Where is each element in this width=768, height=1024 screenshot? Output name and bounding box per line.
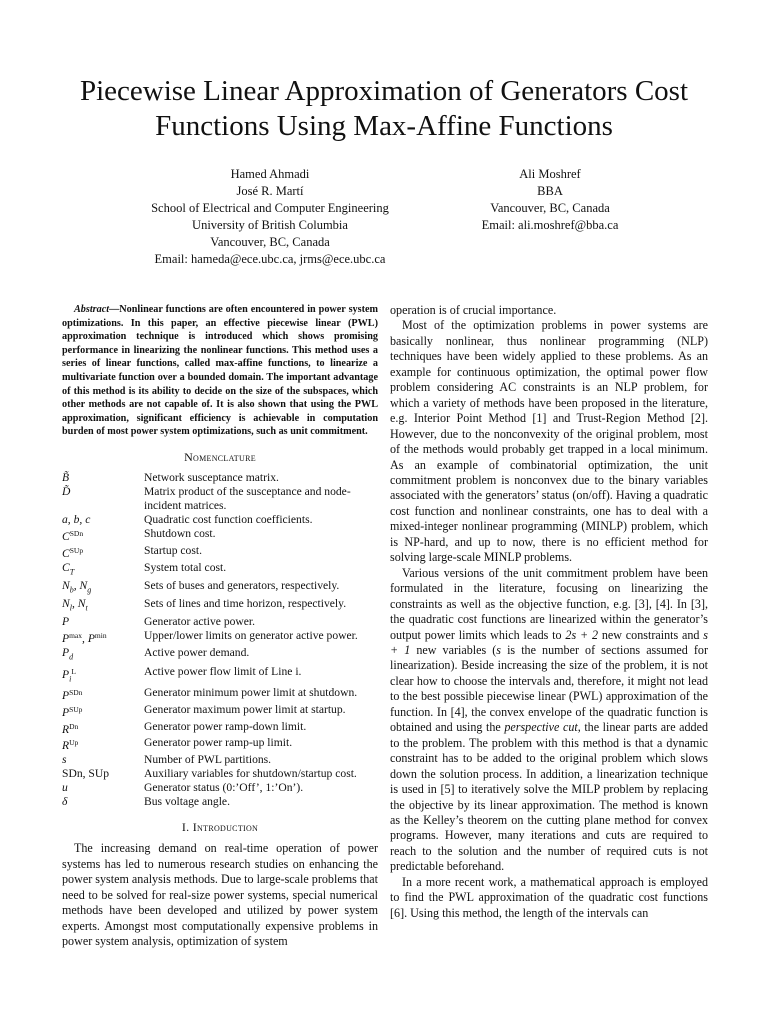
nomenclature-definition: Generator maximum power limit at startup.	[144, 702, 346, 716]
author-name: José R. Martí	[236, 184, 304, 198]
nomenclature-definition: Sets of lines and time horizon, respectively.	[144, 597, 347, 611]
math-expression: 2s + 2	[565, 627, 599, 642]
nomenclature-symbol: $C^{SUp}$	[62, 545, 84, 560]
nomenclature-row	[62, 753, 378, 767]
nomenclature-definition: Generator power ramp-up limit.	[144, 736, 293, 750]
nomenclature-definition: Matrix product of the susceptance and node-incident matrices.	[144, 485, 351, 513]
nomenclature-definition: Sets of buses and generators, respectively.	[144, 579, 340, 593]
nomenclature-row	[62, 629, 378, 646]
nomenclature-row	[62, 665, 378, 686]
nomenclature-definition: Auxiliary variables for shutdown/startup cost.	[144, 767, 357, 781]
nomenclature-definition: Generator active power.	[144, 615, 256, 629]
author-affiliation: University of British Columbia	[192, 218, 348, 232]
author-location: Vancouver, BC, Canada	[490, 201, 610, 215]
nomenclature-definition: System total cost.	[144, 560, 227, 574]
author-block-2	[440, 166, 660, 234]
math-expression: s	[496, 642, 502, 657]
nomenclature-symbol: $P^{SDn}$	[62, 687, 83, 702]
nomenclature-symbol: $R^{Up}$	[62, 738, 79, 753]
nomenclature-row	[62, 720, 378, 737]
right-column	[390, 303, 708, 921]
body-paragraph: Most of the optimization problems in power systems are basically nonlinear, thus nonlinear programming (NLP) techniques have been widely applied to these problems. As an example for continuous optimization, the optimal power flow problem considering AC constraints is an NLP problem, for which a variety of methods have been proposed in the literature, e.g. Interior Point Method [1] and Trust-Region Method [2]. However, due to the nonconvexity of the original problem, most of the methods would probably get trapped in a local minimum. As an example of combinatorial optimization, the unit commitment problem is nonconvex due to the binary variables associated with the generators’ status (on/off). Having a quadratic cost function and nonlinear constraints, one has to deal with a mixed-integer nonlinear programming (MINLP) problem, which is NP-hard, and up to now, there is no efficient method for solving large-scale MINLP problems.	[390, 318, 708, 565]
nomenclature-definition: Number of PWL partitions.	[144, 753, 272, 767]
nomenclature-symbol: $C^{SDn}$	[62, 529, 84, 544]
nomenclature-row	[62, 597, 378, 615]
nomenclature-row	[62, 615, 378, 629]
author-name: Ali Moshref	[519, 167, 581, 181]
nomenclature-symbol: $N_b$, $N_g$	[62, 579, 92, 595]
nomenclature-row	[62, 703, 378, 720]
nomenclature-row	[62, 471, 378, 485]
nomenclature-row	[62, 513, 378, 527]
nomenclature-definition: Shutdown cost.	[144, 527, 216, 541]
nomenclature-definition: Upper/lower limits on generator active power.	[144, 629, 358, 643]
nomenclature-row	[62, 646, 378, 664]
nomenclature-definition: Active power demand.	[144, 646, 250, 660]
math-expression: s + 1	[390, 627, 709, 657]
emphasis-text: perspective cut	[504, 720, 578, 735]
nomenclature-symbol: $P^{max}$, $P^{min}$	[62, 631, 107, 646]
nomenclature-row	[62, 561, 378, 579]
abstract-text: —Nonlinear functions are often encountered in power system optimizations. In this paper, an effective piecewise linear (PWL) approximation technique is introduced which shows promising performance in linearizing the nonlinear functions. This method uses a series of linear functions, called max-affine functions, to linearize a multivariate function over a bounded domain. The important advantage of this method is its ability to decide on the size of the subspaces, which other methods are not capable of. It is also shown that using the PWL approximation, significant efficiency is achievable in computation burden of most power system optimizations, such as unit commitment.	[62, 304, 378, 438]
author-location: Vancouver, BC, Canada	[210, 235, 330, 249]
body-paragraph	[390, 566, 708, 875]
nomenclature-definition: Active power flow limit of Line i.	[144, 664, 302, 678]
author-email: Email: ali.moshref@bba.ca	[481, 218, 619, 232]
nomenclature-heading: Nomenclature	[184, 449, 256, 464]
nomenclature-row	[62, 527, 378, 544]
nomenclature-symbol: δ	[62, 795, 68, 809]
nomenclature-symbol: $R^{Dn}$	[62, 721, 79, 736]
nomenclature-row	[62, 544, 378, 561]
paper-title: Piecewise Linear Approximation of Generators Cost Functions Using Max-Affine Functions	[79, 75, 689, 142]
body-paragraph: The increasing demand on real-time operation of power systems has led to numerous research studies on enhancing the power system analysis methods. Due to large-scale problems that need to be solved for real-size power systems, special numerical methods have been developed and utilized by power system experts. Amongst most computationally expensive problems in power system analysis, optimization of system	[62, 841, 378, 949]
nomenclature-definition: Network susceptance matrix.	[144, 471, 279, 485]
nomenclature-table	[62, 471, 378, 809]
section-heading-introduction: I. Introduction	[181, 819, 259, 834]
author-block-1	[120, 166, 420, 268]
abstract-label: Abstract	[74, 304, 110, 315]
nomenclature-symbol: $N_l$, $N_t$	[62, 597, 88, 613]
nomenclature-definition: Generator status (0:’Off’, 1:’On’).	[144, 781, 304, 795]
nomenclature-definition: Generator minimum power limit at shutdown.	[144, 685, 358, 699]
nomenclature-row	[62, 579, 378, 597]
nomenclature-row	[62, 795, 378, 809]
left-column	[62, 303, 378, 950]
author-name: Hamed Ahmadi	[230, 167, 310, 181]
text-run: , the linear parts are added to the problem. The problem with this method is that a dynamic constraint has to be added to the original problem which slows down the solution process. In addition, a linearization technique is used in [5] to iteratively solve the MILP problem by replacing the objective by its linear approximation. The method is known as the Kelley’s theorem on the cutting plane method for convex programs. However, many iterations and cuts are required to reach to the solution and the number of required cuts is not predictable beforehand.	[390, 720, 708, 874]
nomenclature-symbol: D̃	[62, 485, 71, 499]
nomenclature-symbol: s	[62, 753, 67, 767]
nomenclature-symbol: a, b, c	[62, 513, 91, 527]
nomenclature-symbol: P	[62, 615, 70, 629]
text-run: new variables (	[410, 642, 497, 657]
nomenclature-symbol: $C_T$	[62, 560, 75, 577]
nomenclature-row	[62, 781, 378, 795]
author-affiliation: School of Electrical and Computer Engineering	[151, 201, 389, 215]
nomenclature-definition: Generator power ramp-down limit.	[144, 719, 307, 733]
nomenclature-row	[62, 485, 378, 513]
nomenclature-symbol: $P^{SUp}$	[62, 704, 83, 719]
nomenclature-symbol: u	[62, 781, 68, 795]
author-affiliation: BBA	[537, 184, 563, 198]
nomenclature-definition: Quadratic cost function coefficients.	[144, 513, 313, 527]
text-run: is the number of sections assumed for linearization). Beside increasing the size of the problem, it is not clear how to choose the intervals and, therefore, it might not lead to the best possible piecewise linear (PWL) approximation of the function. In [4], the convex envelope of the quadratic function is obtained and using the	[390, 642, 708, 735]
nomenclature-symbol: B̃	[62, 471, 70, 485]
nomenclature-definition: Startup cost.	[144, 543, 202, 557]
abstract	[62, 303, 378, 439]
nomenclature-row	[62, 736, 378, 753]
text-run: new constraints and	[598, 627, 704, 642]
author-email: Email: hameda@ece.ubc.ca, jrms@ece.ubc.ca	[154, 252, 386, 266]
nomenclature-row	[62, 767, 378, 781]
nomenclature-row	[62, 686, 378, 703]
nomenclature-symbol: $P_d$	[62, 646, 74, 662]
body-paragraph: In a more recent work, a mathematical approach is employed to find the PWL approximation of the quadratic cost functions [6]. Using this method, the length of the intervals can	[390, 874, 708, 920]
text-run: Various versions of the unit commitment problem have been formulated in the literature, focusing on linearizing the constraints as well as the objective function, e.g. [3], [4]. In [3], the quadratic cost functions are linearized within the generator’s output power limits which leads to	[390, 565, 708, 642]
nomenclature-symbol: SDn, SUp	[62, 767, 110, 781]
nomenclature-definition: Bus voltage angle.	[144, 795, 230, 809]
nomenclature-symbol: $P_i^L$	[62, 666, 76, 683]
body-paragraph: operation is of crucial importance.	[390, 303, 557, 317]
